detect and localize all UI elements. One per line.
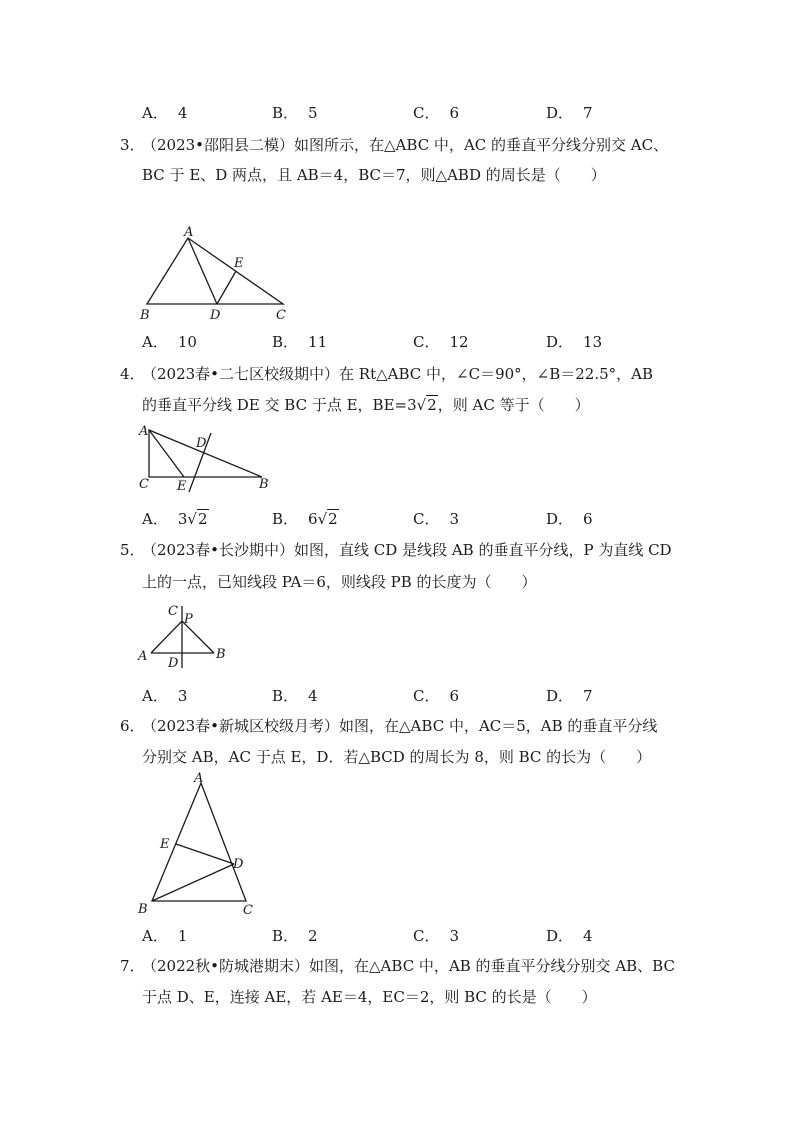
q7-number: 7． [120,957,145,975]
q4-label-d: D [196,436,207,451]
q3-number: 3． [120,136,145,154]
q5-option-c: C． 6 [413,687,460,705]
q6-option-d: D． 4 [546,927,593,945]
q2-option-b: B． 5 [272,104,318,122]
q3-figure [130,220,300,325]
q6-label-c: C [243,903,253,918]
q4-label-e: E [177,479,187,494]
q3-segment-de [217,271,236,304]
q6-text-line1: （2023春•新城区校级月考）如图，在△ABC 中，AC＝5，AB 的垂直平分线 [142,717,658,735]
q5-number: 5． [120,541,145,559]
q5-option-a: A． 3 [142,687,188,705]
q4-text-line1: （2023春•二七区校级期中）在 Rt△ABC 中，∠C＝90°，∠B＝22.5°，AB [142,365,654,383]
q3-options [142,331,662,355]
q3-label-d: D [210,308,221,323]
q2-option-d: D． 7 [546,104,593,122]
q5-figure [134,598,234,673]
q5-option-b: B． 4 [272,687,318,705]
q6-label-a: A [194,771,204,786]
q3-option-c: C． 12 [413,333,469,351]
q4-figure [132,420,282,495]
q6-number: 6． [120,717,145,735]
q4-option-b: B． 6√2 [272,510,338,528]
q4-number: 4． [120,365,145,383]
q6-option-c: C． 3 [413,927,460,945]
q3-label-c: C [276,308,286,323]
q5-text-line1: （2023春•长沙期中）如图，直线 CD 是线段 AB 的垂直平分线，P 为直线 CD [142,541,672,559]
q4-option-a: A． 3√2 [142,510,208,528]
q4-option-c: C． 3 [413,510,460,528]
q5-label-c: C [168,604,178,619]
q6-label-b: B [138,902,148,917]
q5-label-p: P [184,612,193,627]
q6-segment-bd [152,864,234,901]
q4-label-c: C [139,477,149,492]
q6-options [142,925,662,949]
q5-label-d: D [168,656,179,671]
q5-text-line2: 上的一点，已知线段 PA＝6，则线段 PB 的长度为（ ） [142,573,537,591]
q6-figure [130,768,265,918]
q3-triangle-abc [147,238,283,304]
q4-option-d: D． 6 [546,510,593,528]
q6-text-line2: 分别交 AB，AC 于点 E，D．若△BCD 的周长为 8，则 BC 的长为（ ） [142,748,652,766]
q6-option-b: B． 2 [272,927,318,945]
q5-option-d: D． 7 [546,687,593,705]
q4-label-b: B [259,477,269,492]
q2-option-a: A． 4 [142,104,188,122]
q6-label-e: E [160,837,170,852]
q6-label-d: D [233,857,244,872]
q3-text-line2: BC 于 E、D 两点，且 AB＝4，BC＝7，则△ABD 的周长是（ ） [142,166,606,184]
q3-label-b: B [140,308,150,323]
q3-option-d: D． 13 [546,333,603,351]
q7-text-line2: 于点 D、E，连接 AE，若 AE＝4，EC＝2，则 BC 的长是（ ） [142,988,597,1006]
q5-options [142,685,662,709]
q6-option-a: A． 1 [142,927,188,945]
q4-text-line2: 的垂直平分线 DE 交 BC 于点 E，BE=3√2，则 AC 等于（ ） [142,393,590,417]
q4-options [142,508,662,532]
q3-option-a: A． 10 [142,333,197,351]
q3-label-e: E [234,256,244,271]
q4-sqrt: √2 [416,396,437,414]
q3-label-a: A [184,225,194,240]
q5-label-b: B [216,647,226,662]
q4-label-a: A [139,424,149,439]
q5-label-a: A [138,649,148,664]
q2-options [142,102,662,126]
q2-option-c: C． 6 [413,104,460,122]
q3-text-line1: （2023•邵阳县二模）如图所示，在△ABC 中，AC 的垂直平分线分别交 AC、 [142,136,669,154]
q7-text-line1: （2022秋•防城港期末）如图，在△ABC 中，AB 的垂直平分线分别交 AB、BC [142,957,675,975]
q3-option-b: B． 11 [272,333,328,351]
